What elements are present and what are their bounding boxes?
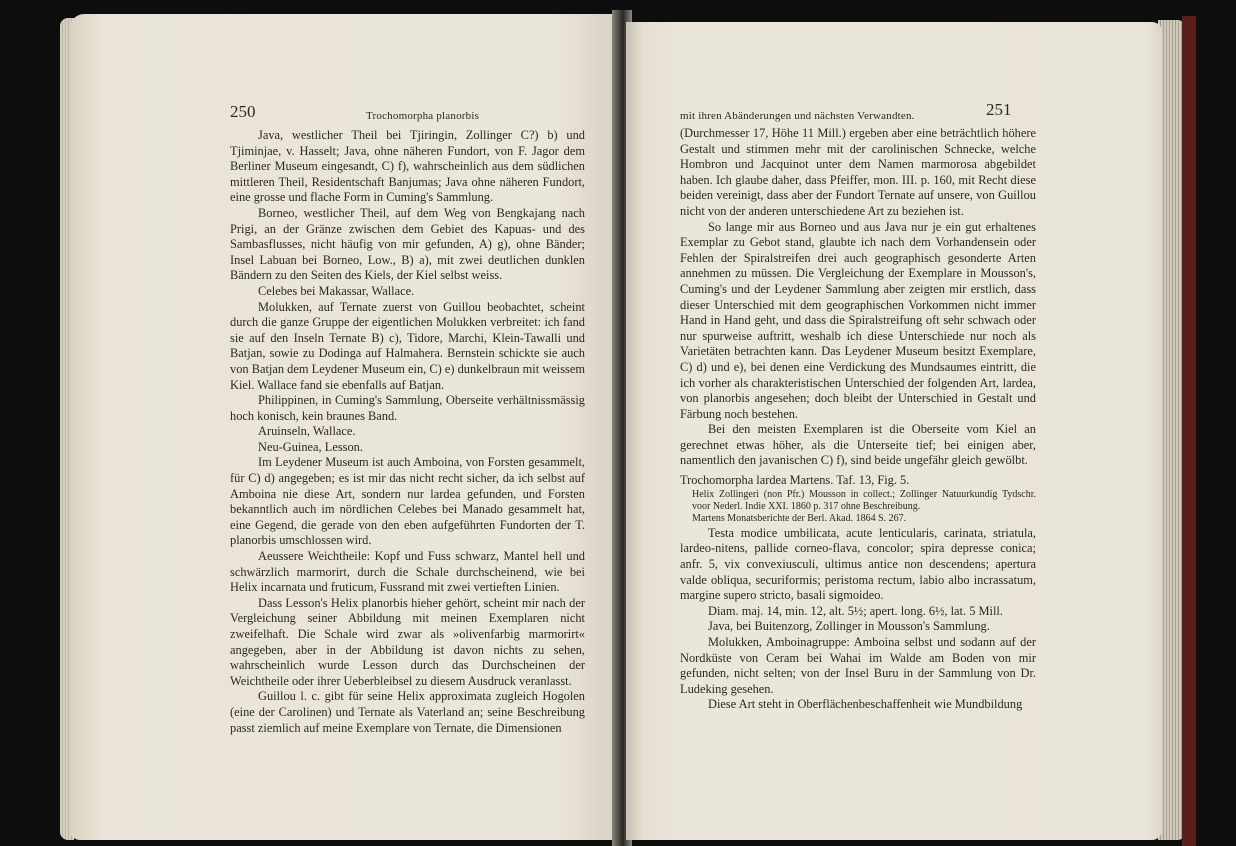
paragraph: Aeussere Weichtheile: Kopf und Fuss schwarz, Mantel hell und schwärzlich marmorirt, durch die Schale durchscheinend, wie bei Helix incarnata und fruticum, Fussrand mit zwei vertieften Linien. xyxy=(230,549,585,595)
paragraph: Aruinseln, Wallace. xyxy=(258,424,356,439)
right-page xyxy=(626,22,1162,840)
book-cover-edge xyxy=(1182,16,1196,846)
paragraph: Molukken, Amboinagruppe: Amboina selbst und sodann auf der Nordküste von Ceram bei Wahai im Walde am Boden von mir gefunden, nicht selten; von der Insel Buru in der Sammlung von Dr. Ludeking gesehen. xyxy=(680,635,1036,696)
paragraph: Guillou l. c. gibt für seine Helix approximata zugleich Hogolen (eine der Carolinen) und Ternate als Vaterland an; seine Beschreibung passt ziemlich auf meine Exemplare von Ternate, die Dimensionen xyxy=(230,689,585,735)
paragraph: Molukken, auf Ternate zuerst von Guillou beobachtet, scheint durch die ganze Gruppe der eigentlichen Molukken verbreitet: ich fand sie auf den Inseln Ternate B) c), Tidore, Marchi, Klein-Tawalli und Batjan, sowie zu Dodinga auf Halmahera. Bernstein schickte sie auch von Batjan dem Leydener Museum ein, C) e) dunkelbraun mit weissem Kiel. Wallace fand sie ebenfalls auf Batjan. xyxy=(230,299,585,392)
running-head: mit ihren Abänderungen und nächsten Verwandten. xyxy=(680,110,915,122)
right-page-body xyxy=(680,126,1036,713)
paragraph: Neu-Guinea, Lesson. xyxy=(258,439,363,454)
paragraph: Diese Art steht in Oberflächenbeschaffenheit wie Mundbildung xyxy=(708,697,1023,712)
paragraph: Bei den meisten Exemplaren ist die Oberseite vom Kiel an gerechnet etwas höher, als die Unterseite tief; bei einigen aber, namentlich den javanischen C) f), sind beide ungefähr gleich gewölbt. xyxy=(680,422,1036,468)
synonym-entry: Helix Zollingeri (non Pfr.) Mousson in collect.; Zollinger Natuurkundig Tydschr. voor Nederl. Indie XXI. 1860 p. 317 ohne Beschreibung. xyxy=(692,488,1036,513)
running-head: Trochomorpha planorbis xyxy=(366,110,480,122)
page-number: 250 xyxy=(230,102,256,121)
left-page xyxy=(70,14,618,840)
species-heading: Trochomorpha lardea Martens. Taf. 13, Fig. 5. xyxy=(680,473,910,488)
paragraph: Im Leydener Museum ist auch Amboina, von Forsten gesammelt, für C) d) angegeben; es ist mir das nicht recht sicher, da ich selbst auf Amboina nie diese Art, sondern nur lardea gefunden, und Forsten bekanntlich auch im nördlichen Celebes bei Manado gesammelt hat, eine Gegend, die gerade von den eben aufgeführten Fundorten der T. planorbis umschlossen wird. xyxy=(230,455,585,548)
left-page-body xyxy=(230,128,585,736)
paragraph: Java, westlicher Theil bei Tjiringin, Zollinger C?) b) und Tjiminjae, v. Hasselt; Java, ohne näheren Fundort, von F. Jagor dem Berliner Museum eingesandt, C) f), wahrscheinlich aus dem südlichen mittleren Theil, Residentschaft Banjumas; Java ohne näheren Fundort, eine grosse und flache Form in Cuming's Sammlung. xyxy=(230,128,585,205)
paragraph: Dass Lesson's Helix planorbis hieher gehört, scheint mir nach der Vergleichung seiner Abbildung mit meinen Exemplaren nicht zweifelhaft. Die Schale wird zwar als »olivenfarbig marmorirt« angegeben, aber in der Abbildung ist davon nichts zu sehen, wahrscheinlich wurde Lesson durch das Durchscheinen der Weichtheile oder ihrer Ueberbleibsel zu diesem Ausdruck veranlasst. xyxy=(230,595,585,688)
dimensions: Diam. maj. 14, min. 12, alt. 5½; apert. long. 6½, lat. 5 Mill. xyxy=(708,603,1003,618)
paragraph: Philippinen, in Cuming's Sammlung, Oberseite verhältnissmässig hoch konisch, kein braunes Band. xyxy=(230,393,585,423)
synonym-entry: Martens Monatsberichte der Berl. Akad. 1864 S. 267. xyxy=(692,513,907,525)
paragraph: So lange mir aus Borneo und aus Java nur je ein gut erhaltenes Exemplar zu Gebot stand, glaubte ich nach dem Vorhandensein oder Fehlen der Spiralstreifen drei auch geographisch gesonderte Arten annehmen zu müssen. Die Vergleichung der Exemplare in Mousson's, Cuming's und der Leydener Sammlung aber zeigten mir erstlich, dass dieser Unterschied mit dem geographischen Vorkommen nicht immer Hand in Hand geht, und dass die Spiralstreifung oft sehr schwach oder nur spurweise auftritt, weshalb ich diese Unterschiede nur noch als Varietäten betrachten kann. Das Leydener Museum besitzt Exemplare, C) d) und e), bei denen eine Verdickung des Mundsaumes eintritt, die ich vorher als charakteristischen Unterschied der folgenden Art, lardea, von planorbis angesehen; doch bleibt der Unterschied in Gestalt und Färbung noch bestehen. xyxy=(680,219,1036,421)
latin-description: Testa modice umbilicata, acute lenticularis, carinata, striatula, lardeo-nitens, pallide corneo-flava, concolor; spira depresse conica; anfr. 5, vix convexiusculi, ultimus antice non descendens; apertura valde obliqua, securiformis; peristoma rectum, labio albo incrassatum, margine supero stricto, basali sigmoideo. xyxy=(680,525,1036,603)
paragraph: Celebes bei Makassar, Wallace. xyxy=(258,283,415,298)
paragraph: Borneo, westlicher Theil, auf dem Weg von Bengkajang nach Prigi, an der Gränze zwischen dem Gebiet des Kapuas- und des Sambasflusses, nicht häufig von mir gefunden, A) g), ohne Bänder; Insel Labuan bei Borneo, Low., B) a), mit zwei deutlichen dunklen Bändern zu den Seiten des Kiels, der Kiel selbst weiss. xyxy=(230,205,585,283)
paragraph: Java, bei Buitenzorg, Zollinger in Mousson's Sammlung. xyxy=(708,619,990,634)
paragraph: (Durchmesser 17, Höhe 11 Mill.) ergeben aber eine beträchtlich höhere Gestalt und stimmen mehr mit der carolinischen Schnecke, welche Hombron und Jacquinot unter dem Namen marmorosa abgebildet haben. Ich glaube daher, dass Pfeiffer, mon. III. p. 160, mit Recht diese beiden vereinigt, dass aber der Fundort Ternate auf unsere, von Guillou nicht von der anderen unterschiedene Art zu beziehen ist. xyxy=(680,126,1036,218)
page-number: 251 xyxy=(986,100,1012,119)
